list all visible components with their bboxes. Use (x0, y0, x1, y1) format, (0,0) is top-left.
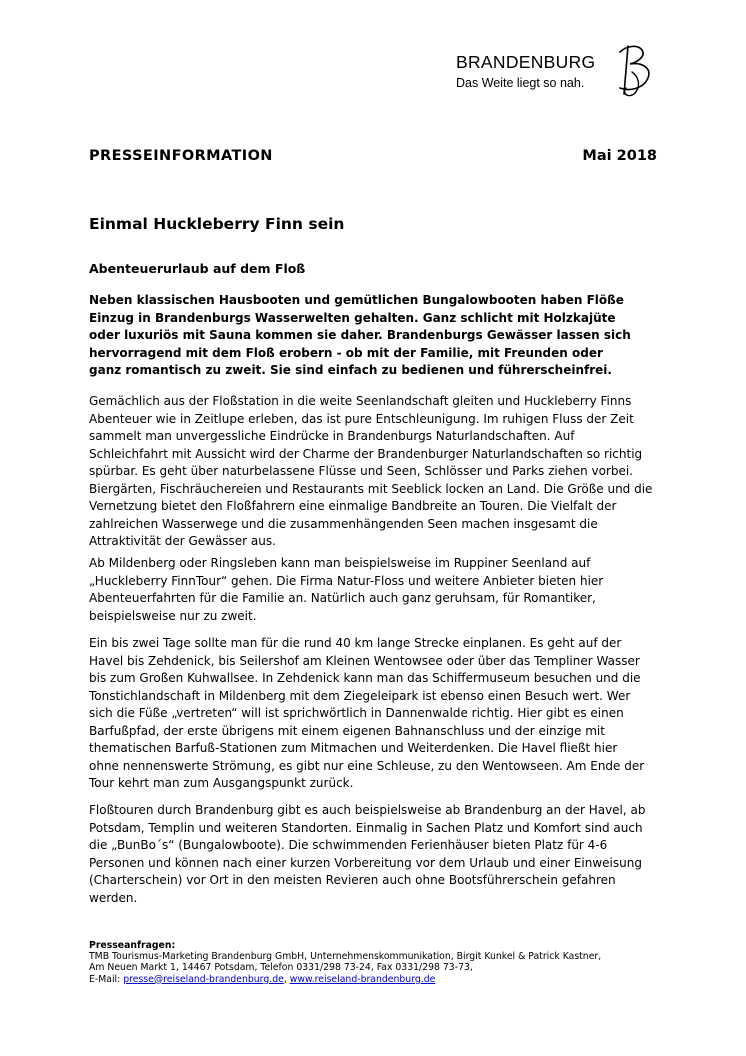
text-line: Tour kehrt man zum Ausgangspunkt zurück. (89, 776, 354, 790)
text-line: Tonstichlandschaft in Mildenberg mit dem Ziegeleipark ist ebenso einen Besuch wert. Wer (89, 688, 631, 703)
text-line: Ab Mildenberg oder Ringsleben kann man beispielsweise im Ruppiner Seenland auf (89, 556, 591, 570)
footer-contact-line (89, 974, 689, 985)
body-paragraph-3 (89, 635, 664, 793)
text-line: Attraktivität der Gewässer aus. (89, 534, 276, 548)
text-line: ohne nennenswerte Strömung, es gibt nur eine Schleuse, zu den Wentowseen. Am Ende der (89, 758, 645, 773)
lead-line: oder luxuriös mit Sauna kommen sie daher. Brandenburgs Gewässer lassen sich (89, 328, 631, 342)
text-line: Abenteuerfahrten für die Familie an. Natürlich auch ganz geruhsam, für Romantiker, (89, 591, 596, 605)
text-line: sich die Füße „vertreten“ will ist sprichwörtlich in Dannenwalde richtig. Hier gibt es einen (89, 706, 624, 720)
text-line: Potsdam, Templin und weiteren Standorten. Einmalig in Sachen Platz und Komfort sind auch (89, 820, 643, 835)
press-label: PRESSEINFORMATION (89, 148, 273, 164)
footer-heading: Presseanfragen: (89, 940, 176, 951)
logo-tagline: Das Weite liegt so nah. (456, 76, 585, 90)
text-line: Barfußpfad, der erste übrigens mit einem eigenen Bahnanschluss und der einzige mit (89, 723, 605, 738)
text-line: Abenteuer wie in Zeitlupe erleben, das ist pure Entschleunigung. Im ruhigen Fluss der Zeit (89, 411, 634, 426)
email-link[interactable]: presse@reiseland-brandenburg.de (123, 973, 284, 985)
lead-line: Neben klassischen Hausbooten und gemütlichen Bungalowbooten haben Flöße (89, 293, 624, 307)
body-paragraph-1 (89, 393, 664, 551)
text-line: beispielsweise nur zu zweit. (89, 608, 257, 623)
text-line: Vernetzung bietet den Floßfahrern eine einmalige Bandbreite an Touren. Die Vielfalt der (89, 499, 617, 513)
lead-paragraph (89, 292, 664, 380)
footer-line: Am Neuen Markt 1, 14467 Potsdam, Telefon 0331/298 73-24, Fax 0331/298 73-73, (89, 962, 473, 974)
text-line: (Charterschein) vor Ort in den meisten Revieren auch ohne Bootsführerschein gefahren (89, 873, 616, 887)
text-line: „Huckleberry FinnTour“ gehen. Die Firma Natur-Floss und weitere Anbieter bieten hier (89, 573, 604, 588)
press-contact-footer (89, 940, 689, 985)
logo-brand: BRANDENBURG (456, 52, 596, 72)
text-line: Schleichfahrt mit Aussicht wird der Charme der Brandenburger Naturlandschaften so richtig (89, 446, 643, 461)
lead-line: ganz romantisch zu zweit. Sie sind einfach zu bedienen und führerscheinfrei. (89, 363, 612, 377)
text-line: bis zum Großen Kuhwallsee. In Zehdenick kann man das Schiffermuseum besuchen und die (89, 671, 641, 685)
header-row (89, 148, 657, 168)
text-line: Havel bis Zehdenick, bis Seilershof am Kleinen Wentowsee oder über das Templiner Wasser (89, 653, 640, 668)
body-paragraph-4 (89, 802, 664, 907)
text-line: thematischen Barfuß-Stationen zum Mitmachen und Weiterdenken. Die Havel fließt hier (89, 741, 618, 755)
email-label: E-Mail: (89, 973, 124, 985)
lead-line: Einzug in Brandenburgs Wasserwelten gehalten. Ganz schlicht mit Holzkajüte (89, 310, 616, 325)
text-line: Personen und können nach einer kurzen Vorbereitung vor dem Urlaub und einer Einweisung (89, 855, 642, 870)
website-link[interactable]: www.reiseland-brandenburg.de (289, 973, 436, 985)
press-date: Mai 2018 (582, 148, 657, 164)
brandenburg-logo (454, 40, 674, 100)
link-separator: , (283, 973, 290, 985)
text-line: Gemächlich aus der Floßstation in die weite Seenlandschaft gleiten und Huckleberry Finns (89, 394, 632, 408)
text-line: sammelt man unvergessliche Eindrücke in Brandenburgs Naturlandschaften. Auf (89, 429, 575, 443)
text-line: spürbar. Es geht über naturbelassene Flüsse und Seen, Schlösser und Parks ziehen vorbei. (89, 464, 634, 478)
text-line: die „BunBo´s“ (Bungalowboote). Die schwimmenden Ferienhäuser bieten Platz für 4-6 (89, 838, 608, 852)
text-line: Floßtouren durch Brandenburg gibt es auch beispielsweise ab Brandenburg an der Havel, ab (89, 803, 646, 817)
text-line: Biergärten, Fischräuchereien und Restaurants mit Seeblick locken an Land. Die Größe und die (89, 481, 653, 496)
text-line: Ein bis zwei Tage sollte man für die rund 40 km lange Strecke einplanen. Es geht auf der (89, 636, 622, 650)
body-paragraph-2 (89, 555, 664, 625)
page-subtitle: Abenteuerurlaub auf dem Floß (89, 261, 306, 276)
text-line: zahlreichen Wasserwege und die zusammenhängenden Seen machen insgesamt die (89, 516, 598, 531)
brandenburg-b-logo-icon (612, 42, 658, 98)
footer-line: TMB Tourismus-Marketing Brandenburg GmbH, Unternehmenskommunikation, Birgit Kunkel & Patrick Kastner, (89, 951, 602, 963)
text-line: werden. (89, 890, 138, 905)
page-title: Einmal Huckleberry Finn sein (89, 215, 345, 233)
lead-line: hervorragend mit dem Floß erobern - ob mit der Familie, mit Freunden oder (89, 345, 603, 360)
